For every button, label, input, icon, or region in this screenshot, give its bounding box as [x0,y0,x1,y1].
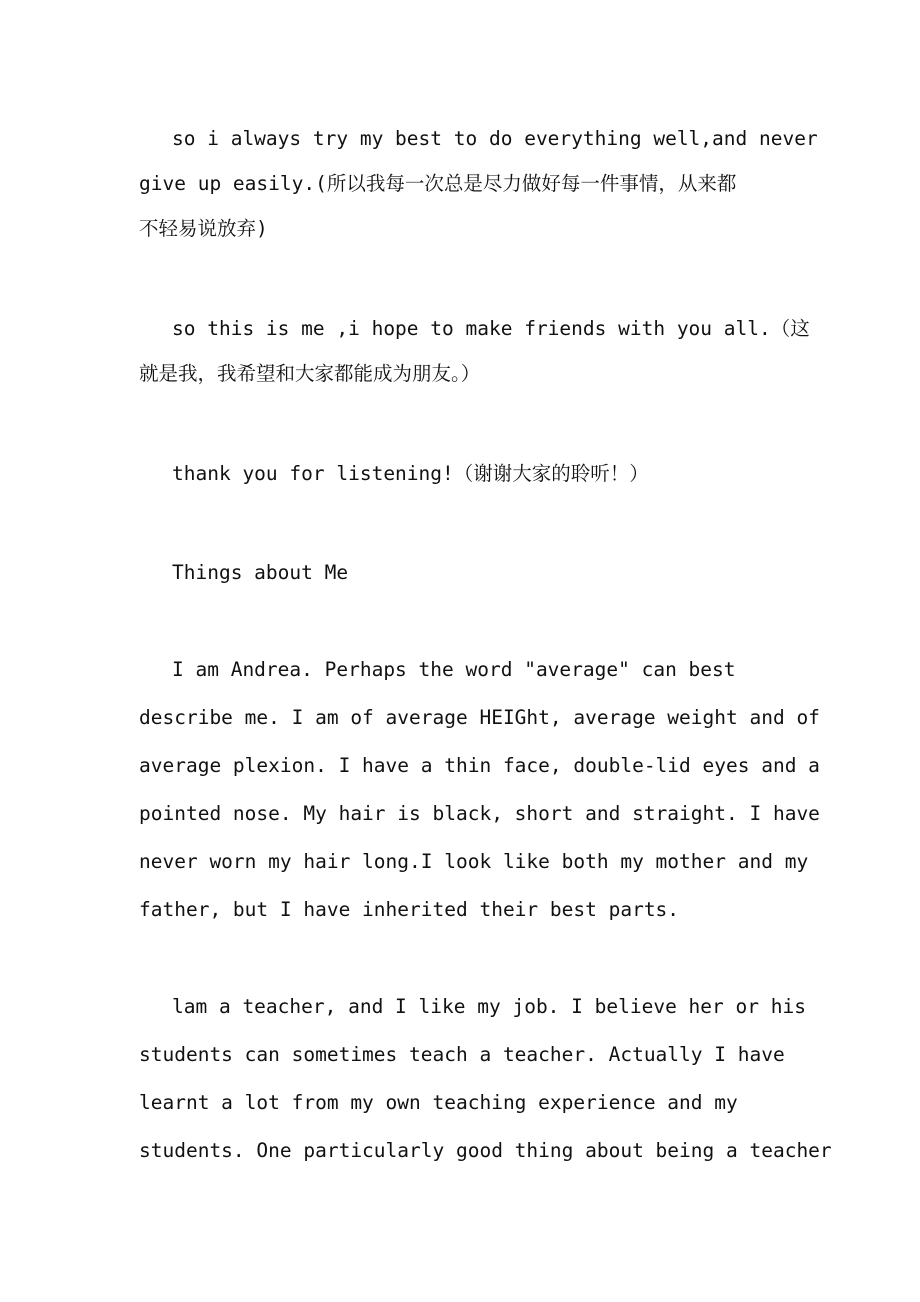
paragraph-thank-you [139,451,784,496]
text-line: never worn my hair long.I look like both my mother and my [139,850,809,873]
text-line: Things about Me [172,561,349,584]
text-line: give up easily.(所以我每一次总是尽力做好每一件事情，从来都 [139,172,737,195]
text-line: father, but I have inherited their best parts. [139,898,680,921]
section-heading-things-about-me [139,549,784,597]
text-line: students. One particularly good thing about being a teacher [139,1139,832,1162]
text-line: lam a teacher, and I like my job. I believe her or his [172,995,806,1018]
paragraph-andrea-description [139,646,820,934]
text-line: 不轻易说放弃) [139,217,268,240]
paragraph-best-effort [139,116,818,251]
text-line: learnt a lot from my own teaching experience and my [139,1091,738,1114]
text-line: so i always try my best to do everything well,and never [172,127,818,150]
text-line: students can sometimes teach a teacher. Actually I have [139,1043,785,1066]
text-line: describe me. I am of average HEIGht, average weight and of [139,706,820,729]
text-line: I am Andrea. Perhaps the word "average" can best [172,658,736,681]
text-line: so this is me ,i hope to make friends with you all.（这 [172,317,810,340]
text-line: pointed nose. My hair is black, short and straight. I have [139,802,820,825]
paragraph-make-friends [139,306,810,396]
text-line: thank you for listening!（谢谢大家的聆听！） [172,462,649,485]
text-line: average plexion. I have a thin face, double-lid eyes and a [139,754,820,777]
text-line: 就是我，我希望和大家都能成为朋友。） [139,362,481,385]
paragraph-teacher [139,983,832,1175]
